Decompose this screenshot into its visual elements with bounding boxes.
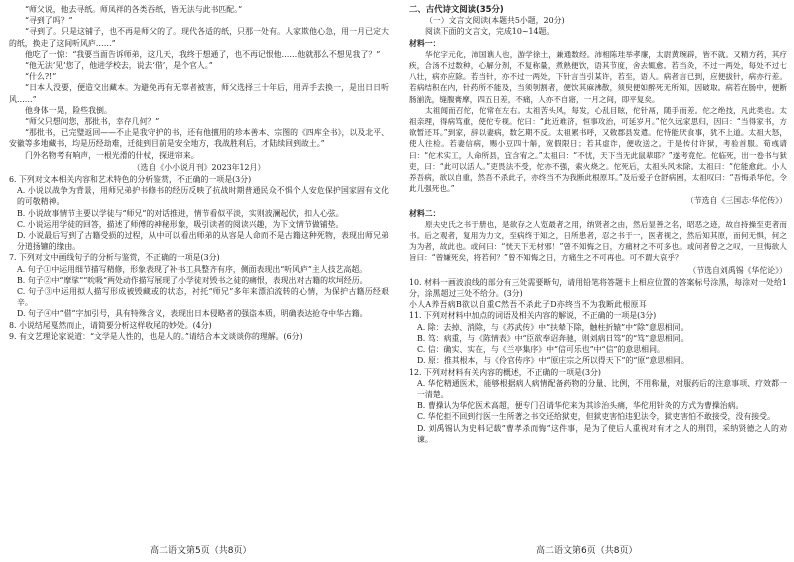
option-b: B. 曹操认为华佗医术高超，便专门召请华佗来为其诊治头痛，华佗用针灸的方式为曹操治病。 (417, 401, 744, 411)
question-6 (9, 174, 389, 252)
subsection-title: （一）文言文阅读(本题共5小题，20分) (425, 16, 565, 26)
question-7 (9, 252, 389, 319)
question-10: 10. 材料一画波浪线的部分有三处需要断句，请用铅笔将答题卡上相应位置的答案标号涂黑，每涂对一处给1分，涂黑超过三处不给分。(3分) (409, 277, 787, 299)
page-6-column (409, 4, 787, 445)
question-stem: 6. 下列对文本相关内容和艺术特色的分析鉴赏，不正确的一项是(3分) (9, 175, 252, 185)
question-stem: 7. 下列对文中画线句子的分析与鉴赏，不正确的一项是(3分) (9, 253, 220, 263)
option-d: D. 小说最后写到了古籍受损的过程，从中可以看出师弟的从容是人命而不是古籍这种死物，表现出师兄弟分道扬镳的缘由。 (17, 231, 389, 252)
option-b: B. 笃：病重，与《陈情表》中“臣欲奉诏奔驰，则刘病日笃”的“笃”意思相同。 (417, 333, 689, 343)
option-c: C. 华佗拒不回到行医一生所著之书交还给狱吏，但狱吏害怕违犯法令，狱吏害怕不敢接受，没有接受。 (417, 412, 775, 422)
material-paragraph: 太祖闻而召佗，佗常在左右。太祖苦头风，每发，心乱目眩，佗针鬲，随手而差。佗之绝技，凡此类也。太祖亲理，得病笃重，使佗专视。佗曰：“此近难济，恒事攻治，可延岁月。”佗久远家思归，因曰：“当得家书，方欲暂还耳。”到家，辞以妻病，数乞期不反。太祖累书呼，又敕郡县发遣。佗恃能厌食事，犹不上道。太祖大怒，使人往检。若妻信病，赐小豆四十斛，宽假限日；若其虚诈，便收送之。于是传付许狱，考验首服。荀彧请曰：“佗术实工，人命所县，宜含宥之。”太祖曰：“不忧，天下当无此鼠辈耶？”遂考竟佗。佗临死，出一卷书与狱吏，曰：“此可以活人。”吏畏法不受，佗亦不强，索火烧之。佗死后，太祖头风未除。太祖曰：“佗能愈此。小人养吾病，欲以自重，然吾不杀此子，亦终当不为我断此根原耳。”及后爱子仓舒病困，太祖叹曰：“吾悔杀华佗，令此儿强死也。” (409, 105, 787, 194)
question-stem: 12. 下列对材料有关内容的概述，不正确的一项是(3分) (409, 367, 601, 377)
option-c: C. 句子③中运用拟人描写形成被毁藏或的状态，衬托“师兄”多年来漂泊流转的心情，为保护古籍历经艰辛。 (17, 287, 389, 308)
question-11 (409, 310, 787, 366)
question-8: 8. 小说结尾戛然而止，请简要分析这样收尾的妙处。(4分) (9, 320, 212, 330)
story-paragraph: “师父只想问您，那批书，幸存几何？” (25, 117, 160, 127)
story-paragraph: “什么?!” (25, 72, 57, 82)
story-paragraph: “那批书，已完璧返回——不止是我守护的书，还有他擅用的珍本善本、宗图的《四库全书》，以及北平、安徽等多地藏书，均是历经劫难，迁徙到目前是安全地方，我战胜利后，才陆续回到故土。” (9, 128, 389, 149)
option-b: B. 句子②中“摩挲”“吮吸”两处动作描写展现了小学徒对毁书之徒的痛恨，表现出对古籍的坎坷经历。 (17, 275, 368, 285)
option-a: A. 除：去掉、消除，与《苏武传》中“扶辇下除，触柱折辕”中“除”意思相同。 (417, 322, 689, 332)
material-paragraph: 华佗字元化，沛国谯人也，游学徐土，兼通数经。沛相陈珪举孝廉，太尉黄琬辟，皆不就。又精方药，其疗疾，合汤不过数种，心解分剂，不复称量，煮熟便饮，语其节度，舍去辄愈。若当灸，不过一两处，每处不过七八壮，病亦应除。若当针，亦不过一两处，下针言当引某许，若至，语人。病者言已到，应便拔针，病亦行差。若病结积在内，针药所不能及，当须刳割者，便饮其麻沸散，须臾便如醉死无所知，因破取。病若在肠中，便断肠湔洗，缝腹膏摩，四五日差，不痛，人亦不自寤，一月之间，即平复矣。 (409, 49, 787, 104)
option-a: A. 华佗精通医术，能够根据病人病情配备药物的分量、比例，不用称量，对服药后的注意事项、疗效都一一清楚。 (417, 378, 787, 399)
question-stem: 11. 下列对材料中加点的词语及相关内容的解说，不正确的一项是(3分) (409, 311, 657, 321)
story-paragraph: “寻到了吗？” (25, 16, 73, 26)
material-1-source: （节选自《三国志·华佗传》） (685, 196, 787, 206)
material-1-label: 材料一： (409, 38, 441, 48)
section-title: 二、古代诗文阅读(35分) (409, 4, 504, 14)
instruction: 阅读下面的文言文，完成10~14题。 (425, 27, 555, 37)
option-a: A. 句子①中运用细节描写精修，形象表现了补书工具整齐有序，侧面表现出“听风庐”主人技艺高超。 (17, 264, 368, 274)
material-2-label: 材料二： (409, 208, 441, 218)
story-text (9, 4, 389, 161)
question-9: 9. 有文艺理论家说道：“文学是人性的，也是人的。”请结合本文谈谈你的理解。(6分) (9, 331, 303, 341)
option-b: B. 小说故事情节主要以学徒与“师兄”的对话推进，情节看似平淡，实则波澜起伏，扣人心弦。 (17, 208, 344, 218)
option-d: D. 原：推其根本，与《伶官传序》中“原庄宗之所以得天下”的“原”意思相同。 (417, 356, 689, 366)
page-5-column (9, 4, 389, 342)
option-c: C. 小说运用学徒的回答，描述了师傅的神秘形象，吸引读者的阅读兴趣，为下文情节做铺垫。 (17, 219, 344, 229)
story-paragraph: “他无法‘见’您了，他进学校去，说去‘借’，是个官人。” (25, 61, 213, 71)
question-12 (409, 367, 787, 445)
story-paragraph: “寻到了。只是这铺子，也不再是师父的了。现代各适的纸，只那一处有。人家欺他心急，用一月已定大的纸，换走了这间听风庐……” (9, 27, 389, 48)
material-2-source: （节选自刘禹锡《华佗论》） (688, 265, 787, 275)
option-d: D. 句子④中“借”字加引号，具有特殊含义，表现出日本侵略者的强盗本质，明确表达抢夺中华古籍。 (17, 309, 368, 319)
story-paragraph: “师父说，他去寻纸。师凤祥的各类吞纸，皆无法与此书匹配。” (25, 5, 243, 14)
page-footer-right: 高二语文第6页（共8页） (536, 546, 638, 556)
material-2-text: 原夫史氏之书于册也，是欲存之人览最者之用，纳贤者之由，然后显善之名，昭恶之迹，故自持操至吏者而书。后之观者，复用为力文，至病终于知之，日所患者，忍之书于一，医者视之，然后知其原，而何无惧，何之为为者，故此也。或问曰：“恍天下无材邪！”曾不知悔之日，方痛材之不可多也。或问者曾之之叹，一旦悔欲人旨曰：“曾嫌死矣，将若何？”曾不知悔之日，方痛生之不可再也。可不谓大哀乎？ (409, 219, 787, 263)
story-source: （选自《小小说月刊》2023年12月） (132, 162, 266, 172)
option-d: D. 刘禹锡认为史料记载“曹孝杀而悔”这件事，是为了使后人重视对有才之人的刑罚，采纳贤德之人的劝谏。 (417, 423, 787, 444)
story-paragraph: 他吃了一惊：“我要当面告诉师弟，这几天，我终于想通了，也不再记恨他……他就那么不想见我了？” (25, 49, 381, 59)
story-paragraph: 他身体一晃，险些我倒。 (25, 105, 112, 115)
material-1-text (409, 49, 787, 195)
story-paragraph: “日本人没要，便造交出藏本。为避免再有无辜者被害，师父选择三十年后，用弄手去换一，是出日日听风……” (9, 83, 389, 104)
option-a: A. 小说以战争为背景，用师兄弟护书修书的经历反映了抗战时期普通民众不惧个人安危保护国家固有文化的可敬精神。 (17, 186, 389, 207)
page-footer-left: 高二语文第5页（共8页） (150, 546, 252, 556)
story-paragraph: 门外名物考有响声，一根光滑的什杖，探进帘来。 (25, 150, 199, 160)
option-c: C. 信：确实、实在，与《兰亭集序》中“信可乐也”中“信”的意思相同。 (417, 345, 665, 355)
question-10-sentence: 小人A养吾病B欲以自重C然吾不杀此子D亦终当不为我断此根原耳 (409, 300, 648, 310)
